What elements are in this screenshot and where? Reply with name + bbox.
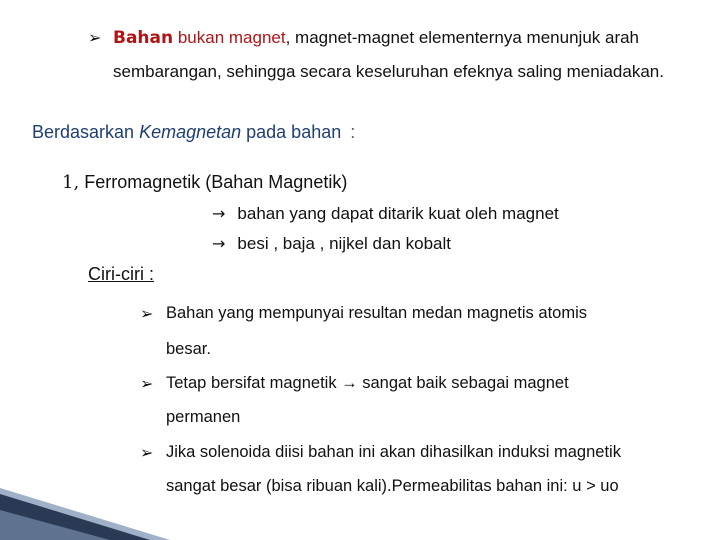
intro-line-1: [113, 28, 639, 48]
ciri-item-1-line-1: Bahan yang mempunyai resultan medan magnetis atomis: [166, 304, 587, 322]
ciri-item-2-line-1: Tetap bersifat magnetik → sangat baik sebagai magnet: [166, 374, 569, 392]
intro-lead-red-1: Bahan: [113, 28, 174, 48]
ciri-title: Ciri-ciri :: [88, 264, 154, 284]
heading-colon: :: [350, 122, 356, 142]
arrowhead-bullet-icon: ➢: [140, 304, 154, 323]
ciri-item-1-line-2: besar.: [166, 340, 211, 358]
section-1-title: Ferromagnetik (Bahan Magnetik): [84, 172, 348, 192]
intro-lead-red-2: bukan magnet: [177, 28, 286, 47]
section-1-title-line: [62, 172, 347, 193]
section-1-point-1-text: bahan yang dapat ditarik kuat oleh magnet: [237, 204, 559, 223]
section-1-point-2: [212, 234, 451, 254]
ciri-item-2-line-2: permanen: [166, 408, 241, 426]
ciri-item-3-line-2: sangat besar (bisa ribuan kali).Permeabilitas bahan ini: u > uo: [166, 477, 619, 495]
section-heading: [32, 122, 355, 143]
arrowhead-bullet-icon: ➢: [140, 374, 154, 393]
arrowhead-bullet-icon: ➢: [88, 28, 102, 47]
arrowhead-bullet-icon: ➢: [140, 443, 154, 462]
right-arrow-icon: →: [212, 234, 226, 253]
section-1-point-2-text: besi , baja , nijkel dan kobalt: [237, 234, 451, 253]
slide-decoration-swoosh: [0, 450, 170, 540]
section-1-number: 1,: [62, 172, 80, 193]
heading-prefix: Berdasarkan: [32, 122, 140, 142]
right-arrow-icon: →: [212, 204, 226, 223]
heading-italic: Kemagnetan: [139, 122, 242, 142]
heading-suffix: pada bahan: [241, 122, 342, 142]
ciri-item-3-line-1: Jika solenoida diisi bahan ini akan dihasilkan induksi magnetik: [166, 443, 621, 461]
section-1-point-1: [212, 204, 559, 224]
intro-line-1-rest: , magnet-magnet elementernya menunjuk arah: [285, 28, 640, 47]
intro-line-2: sembarangan, sehingga secara keseluruhan efeknya saling meniadakan.: [113, 62, 664, 81]
